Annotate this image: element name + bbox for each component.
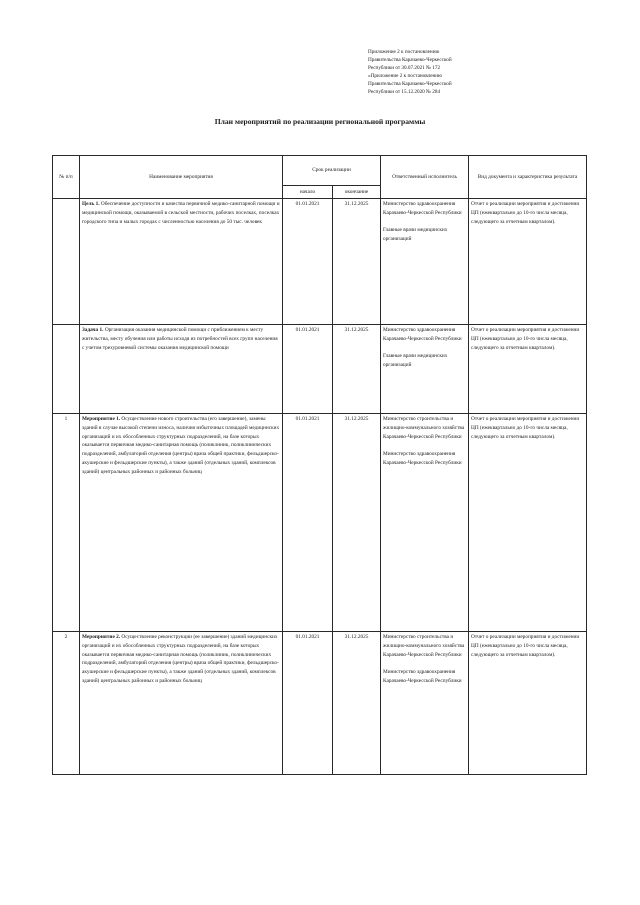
row-document: Отчет о реализации мероприятия и достижении ЦП (ежеквартально до 10-го числа месяца, следующего за отчетным кварталом). <box>469 199 587 325</box>
table-row <box>53 199 587 325</box>
row-label: Задача 1. <box>82 327 104 333</box>
col-header-num: № п/п <box>53 156 80 199</box>
row-end-date: 31.12.2025 <box>333 414 381 632</box>
row-label: Цель 1. <box>82 201 100 207</box>
appendix-note-line: «Приложение 2 к постановлению <box>368 73 442 79</box>
row-label: Мероприятие 1. <box>82 416 121 422</box>
row-activity <box>80 414 283 632</box>
row-activity <box>80 199 283 325</box>
col-header-document: Вид документа и характеристика результата <box>469 156 587 199</box>
row-start-date: 01.01.2021 <box>283 199 333 325</box>
col-header-name: Наименование мероприятия <box>80 156 283 199</box>
row-label: Мероприятие 2. <box>82 634 121 640</box>
row-activity <box>80 632 283 775</box>
row-number: 2 <box>53 632 80 775</box>
table-row <box>53 632 587 775</box>
row-document: Отчет о реализации мероприятия и достижении ЦП (ежеквартально до 10-го числа месяца, следующего за отчетным кварталом). <box>469 414 587 632</box>
row-text: Осуществление нового строительства (его завершение), замены зданий в случае высокой степени износа, наличия избыточных площадей медицинских организаций и их обособленных структурных подразделений, на базе которых оказывается первичная медико-санитарная помощь (поликлиник, поликлинических подразделений, амбулаторий отделения (центры) врача общей практики, фельдшерско-акушерские и фельдшерские пункты), а также зданий (отдельных зданий, комплексов зданий) центральных районных и районных больниц <box>82 416 280 475</box>
row-text: Организация оказания медицинской помощи с приближением к месту жительства, месту обучения или работы исходя из потребностей всех групп населения с учетом трехуровневой системы оказания медицинской помощи <box>82 327 278 351</box>
row-document: Отчет о реализации мероприятия и достижении ЦП (ежеквартально до 10-го числа месяца, следующего за отчетным кварталом). <box>469 325 587 414</box>
row-text: Обеспечение доступности и качества первичной медико-санитарной помощи и медицинской помощи, оказываемой в сельской местности, рабочих поселках, поселках городского типа и малых городах с численностью населения до 50 тыс. человек <box>82 201 280 225</box>
row-start-date: 01.01.2021 <box>283 414 333 632</box>
row-executor: Министерство здравоохранения Карачаево-Черкесской Республики Главные врачи медицинских организаций <box>381 325 469 414</box>
appendix-note-line: Правительства Карачаево-Черкесской <box>368 57 452 63</box>
activity-plan-table <box>52 155 587 775</box>
row-number <box>53 325 80 414</box>
row-text: Осуществление реконструкции (ее завершение) зданий медицинских организаций и их обособленных структурных подразделений, на базе которых оказывается первичная медико-санитарная помощь (поликлиник, поликлинических подразделений, амбулаторий отделения (центры) врача общей практики, фельдшерско-акушерские и фельдшерские пункты), а также зданий (отдельных зданий, комплексов зданий) центральных районных и районных больниц <box>82 634 279 684</box>
appendix-note-line: Приложение 2 к постановлению <box>368 49 440 55</box>
row-start-date: 01.01.2021 <box>283 632 333 775</box>
row-executor: Министерство строительства и жилищно-коммунального хозяйства Карачаево-Черкесской Республики Министерство здравоохранения Карачаево-Черкесской Республики <box>381 414 469 632</box>
row-start-date: 01.01.2021 <box>283 325 333 414</box>
appendix-note-line: Республики от 15.12.2020 № 284 <box>368 89 441 95</box>
row-end-date: 31.12.2025 <box>333 199 381 325</box>
row-executor: Министерство здравоохранения Карачаево-Черкесской Республики Главные врачи медицинских организаций <box>381 199 469 325</box>
table-row <box>53 325 587 414</box>
row-end-date: 31.12.2025 <box>333 325 381 414</box>
appendix-note-line: Правительства Карачаево-Черкесской <box>368 81 452 87</box>
appendix-note <box>368 48 568 96</box>
row-end-date: 31.12.2025 <box>333 632 381 775</box>
appendix-note-line: Республики от 30.07.2021 № 172 <box>368 65 441 71</box>
document-title: План мероприятий по реализации региональной программы <box>214 117 426 126</box>
row-number: 1 <box>53 414 80 632</box>
col-header-start: начало <box>283 186 333 199</box>
row-executor: Министерство строительства и жилищно-коммунального хозяйства Карачаево-Черкесской Республики Министерство здравоохранения Карачаево-Черкесской Республики <box>381 632 469 775</box>
col-header-end: окончание <box>333 186 381 199</box>
col-header-period: Срок реализации <box>283 156 381 186</box>
table-row <box>53 414 587 632</box>
col-header-executor: Ответственный исполнитель <box>381 156 469 199</box>
row-activity <box>80 325 283 414</box>
row-number <box>53 199 80 325</box>
row-document: Отчет о реализации мероприятия и достижении ЦП (ежеквартально до 10-го числа месяца, следующего за отчетным кварталом). <box>469 632 587 775</box>
